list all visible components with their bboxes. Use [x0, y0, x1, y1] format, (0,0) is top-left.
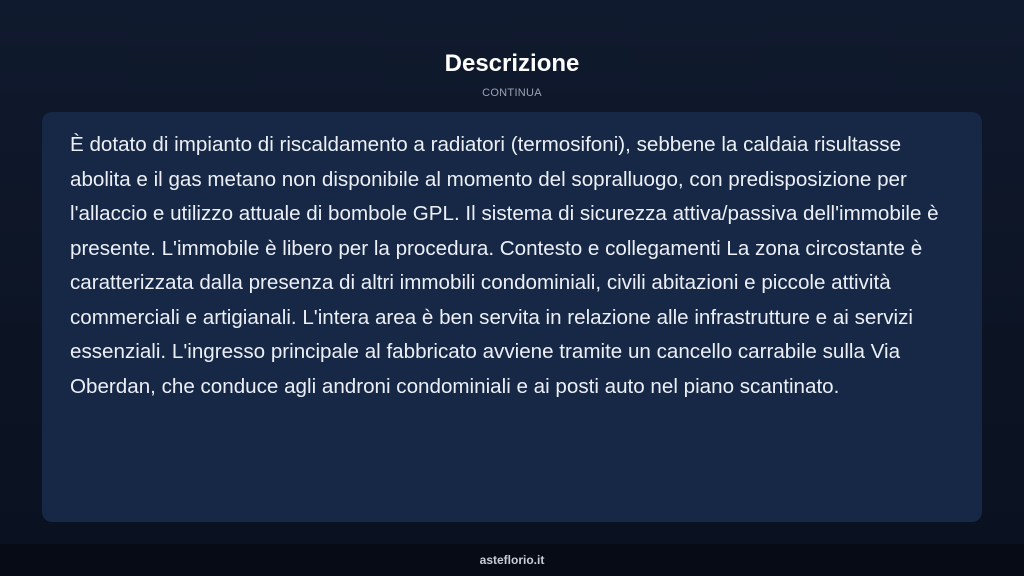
footer-site-name: asteflorio.it	[479, 553, 545, 567]
header	[0, 48, 1024, 100]
footer-bar	[0, 544, 1024, 576]
page-title: Descrizione	[444, 50, 580, 77]
description-card	[42, 112, 982, 522]
page-subtitle: CONTINUA	[482, 87, 542, 99]
description-text: È dotato di impianto di riscaldamento a radiatori (termosifoni), sebbene la caldaia risultasse abolita e il gas metano non disponibile al momento del sopralluogo, con predisposizione per l'allaccio e utilizzo attuale di bombole GPL. Il sistema di sicurezza attiva/passiva dell'immobile è presente. L'immobile è libero per la procedura. Contesto e collegamenti La zona circostante è caratterizzata dalla presenza di altri immobili condominiali, civili abitazioni e piccole attività commerciali e artigianali. L'intera area è ben servita in relazione alle infrastrutture e ai servizi essenziali. L'ingresso principale al fabbricato avviene tramite un cancello carrabile sulla Via Oberdan, che conduce agli androni condominiali e ai posti auto nel piano scantinato.	[70, 133, 939, 398]
